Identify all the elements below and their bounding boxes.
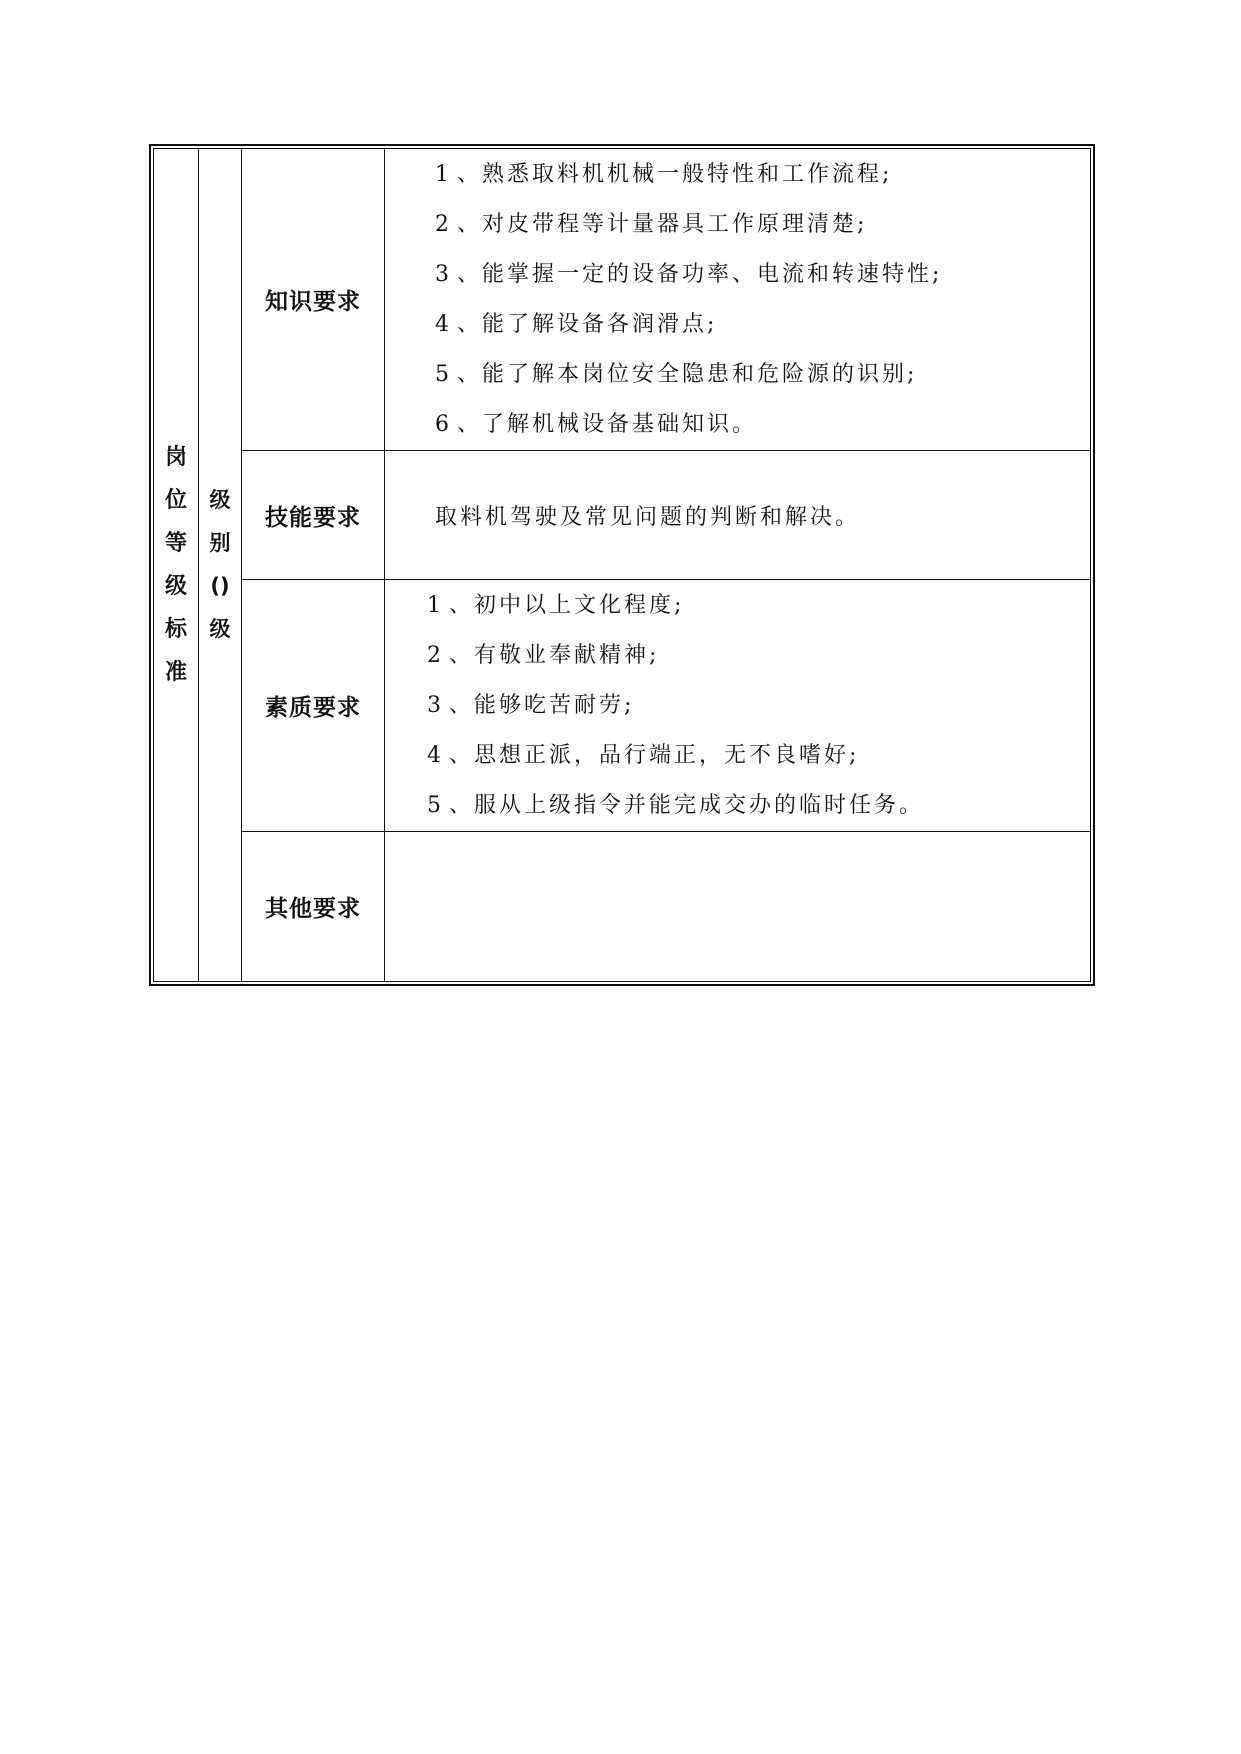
quality-row xyxy=(154,580,1091,832)
level-cell xyxy=(199,149,242,982)
knowledge-content xyxy=(385,149,1091,451)
quality-list xyxy=(385,581,1090,831)
section-title-cell xyxy=(154,149,199,982)
list-item: 4 、能了解设备各润滑点; xyxy=(435,311,718,337)
other-label: 其他要求 xyxy=(242,832,385,982)
list-item: 6 、了解机械设备基础知识。 xyxy=(435,411,758,437)
list-item: 4 、思想正派，品行端正，无不良嗜好; xyxy=(427,742,860,768)
list-item: 1 、初中以上文化程度; xyxy=(427,592,685,618)
list-item: 1 、熟悉取料机机械一般特性和工作流程; xyxy=(435,161,893,187)
section-title: 岗位等级标准 xyxy=(164,445,187,685)
level-label: 级别()级 xyxy=(209,488,231,641)
list-item: 3 、能掌握一定的设备功率、电流和转速特性; xyxy=(435,261,943,287)
skill-label: 技能要求 xyxy=(242,451,385,580)
job-standard-table xyxy=(153,148,1091,982)
other-row xyxy=(154,832,1091,982)
list-item: 5 、服从上级指令并能完成交办的临时任务。 xyxy=(427,792,925,818)
other-content xyxy=(385,832,1091,982)
knowledge-row xyxy=(154,149,1091,451)
skill-row xyxy=(154,451,1091,580)
quality-label: 素质要求 xyxy=(242,580,385,832)
skill-content xyxy=(385,451,1091,580)
list-item: 5 、能了解本岗位安全隐患和危险源的识别; xyxy=(435,361,918,387)
list-item: 2 、对皮带程等计量器具工作原理清楚; xyxy=(435,211,868,237)
list-item: 3 、能够吃苦耐劳; xyxy=(427,692,635,718)
list-item: 2 、有敬业奉献精神; xyxy=(427,642,660,668)
skill-text: 取料机驾驶及常见问题的判断和解决。 xyxy=(435,504,861,530)
quality-content xyxy=(385,580,1091,832)
knowledge-list xyxy=(385,150,1090,450)
knowledge-label: 知识要求 xyxy=(242,149,385,451)
